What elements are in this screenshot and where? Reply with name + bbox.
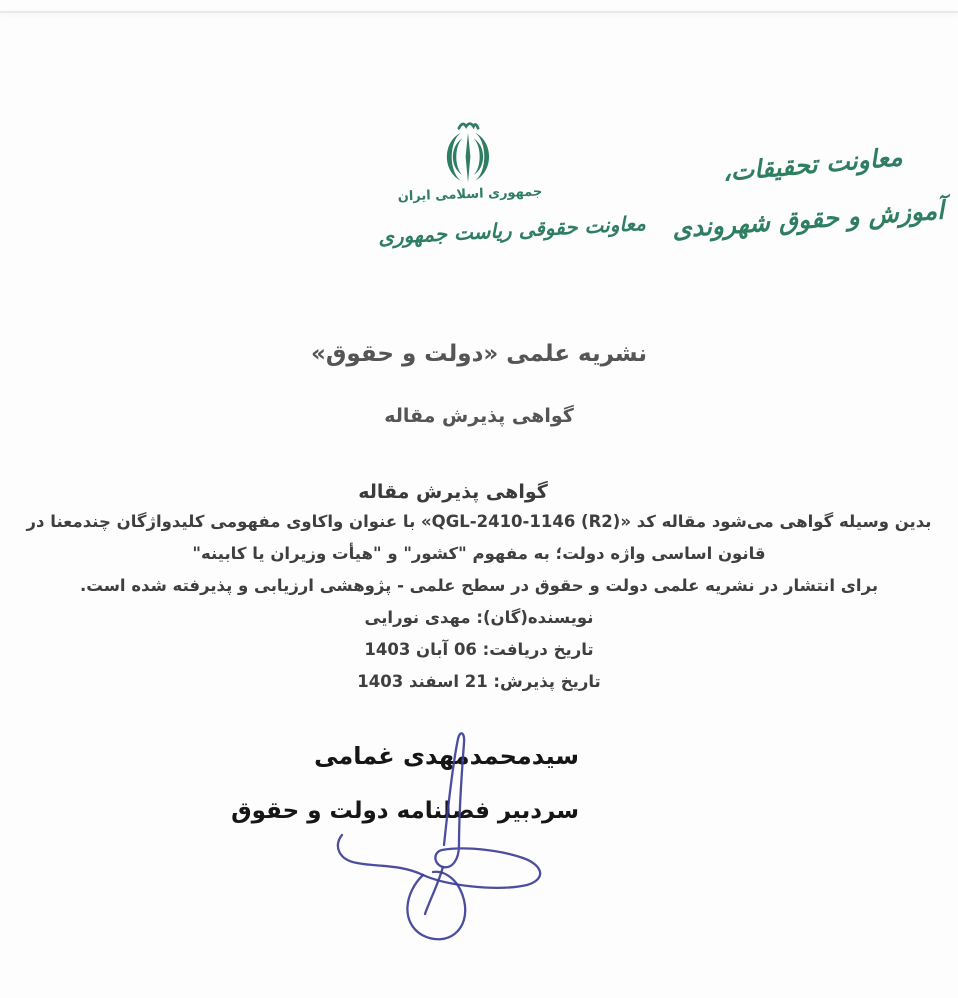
editor-name: سیدمحمدمهدی غمامی [314, 742, 579, 770]
signature-ink-icon [325, 722, 555, 947]
body-line-2: قانون اساسی واژه دولت؛ به مفهوم "کشور" و "هیأت وزیران یا کابینه" [192, 544, 766, 563]
author-line: نویسنده(گان): مهدی نورایی [364, 608, 594, 627]
received-date-line: تاریخ دریافت: 06 آبان 1403 [364, 640, 594, 659]
body-line-3: برای انتشار در نشریه علمی دولت و حقوق در سطح علمی - پژوهشی ارزیابی و پذیرفته شده است. [79, 576, 879, 595]
certificate-subtitle: گواهی پذیرش مقاله [384, 405, 574, 427]
research-deputy-title-line1: معاونت تحقیقات، [721, 142, 904, 187]
editor-role: سردبیر فصلنامه دولت و حقوق [231, 798, 579, 824]
accepted-date-line: تاریخ پذیرش: 21 اسفند 1403 [357, 672, 601, 691]
certificate-heading: گواهی پذیرش مقاله [358, 481, 548, 503]
research-deputy-title-line2: آموزش و حقوق شهروندی [671, 195, 945, 244]
page-top-edge [0, 11, 958, 13]
emblem-country-label: جمهوری اسلامی ایران [397, 184, 543, 205]
certificate-body [19, 506, 939, 698]
journal-title: نشریه علمی «دولت و حقوق» [311, 341, 647, 367]
body-line-1: بدین وسیله گواهی می‌شود مقاله کد «QGL-2410-1146 (R2)» با عنوان واکاوی مفهومی کلیدواژگان چندمعنا در [26, 512, 932, 531]
iran-emblem-icon [436, 120, 500, 186]
legal-vice-presidency-title: معاونت حقوقی ریاست جمهوری [377, 211, 647, 249]
